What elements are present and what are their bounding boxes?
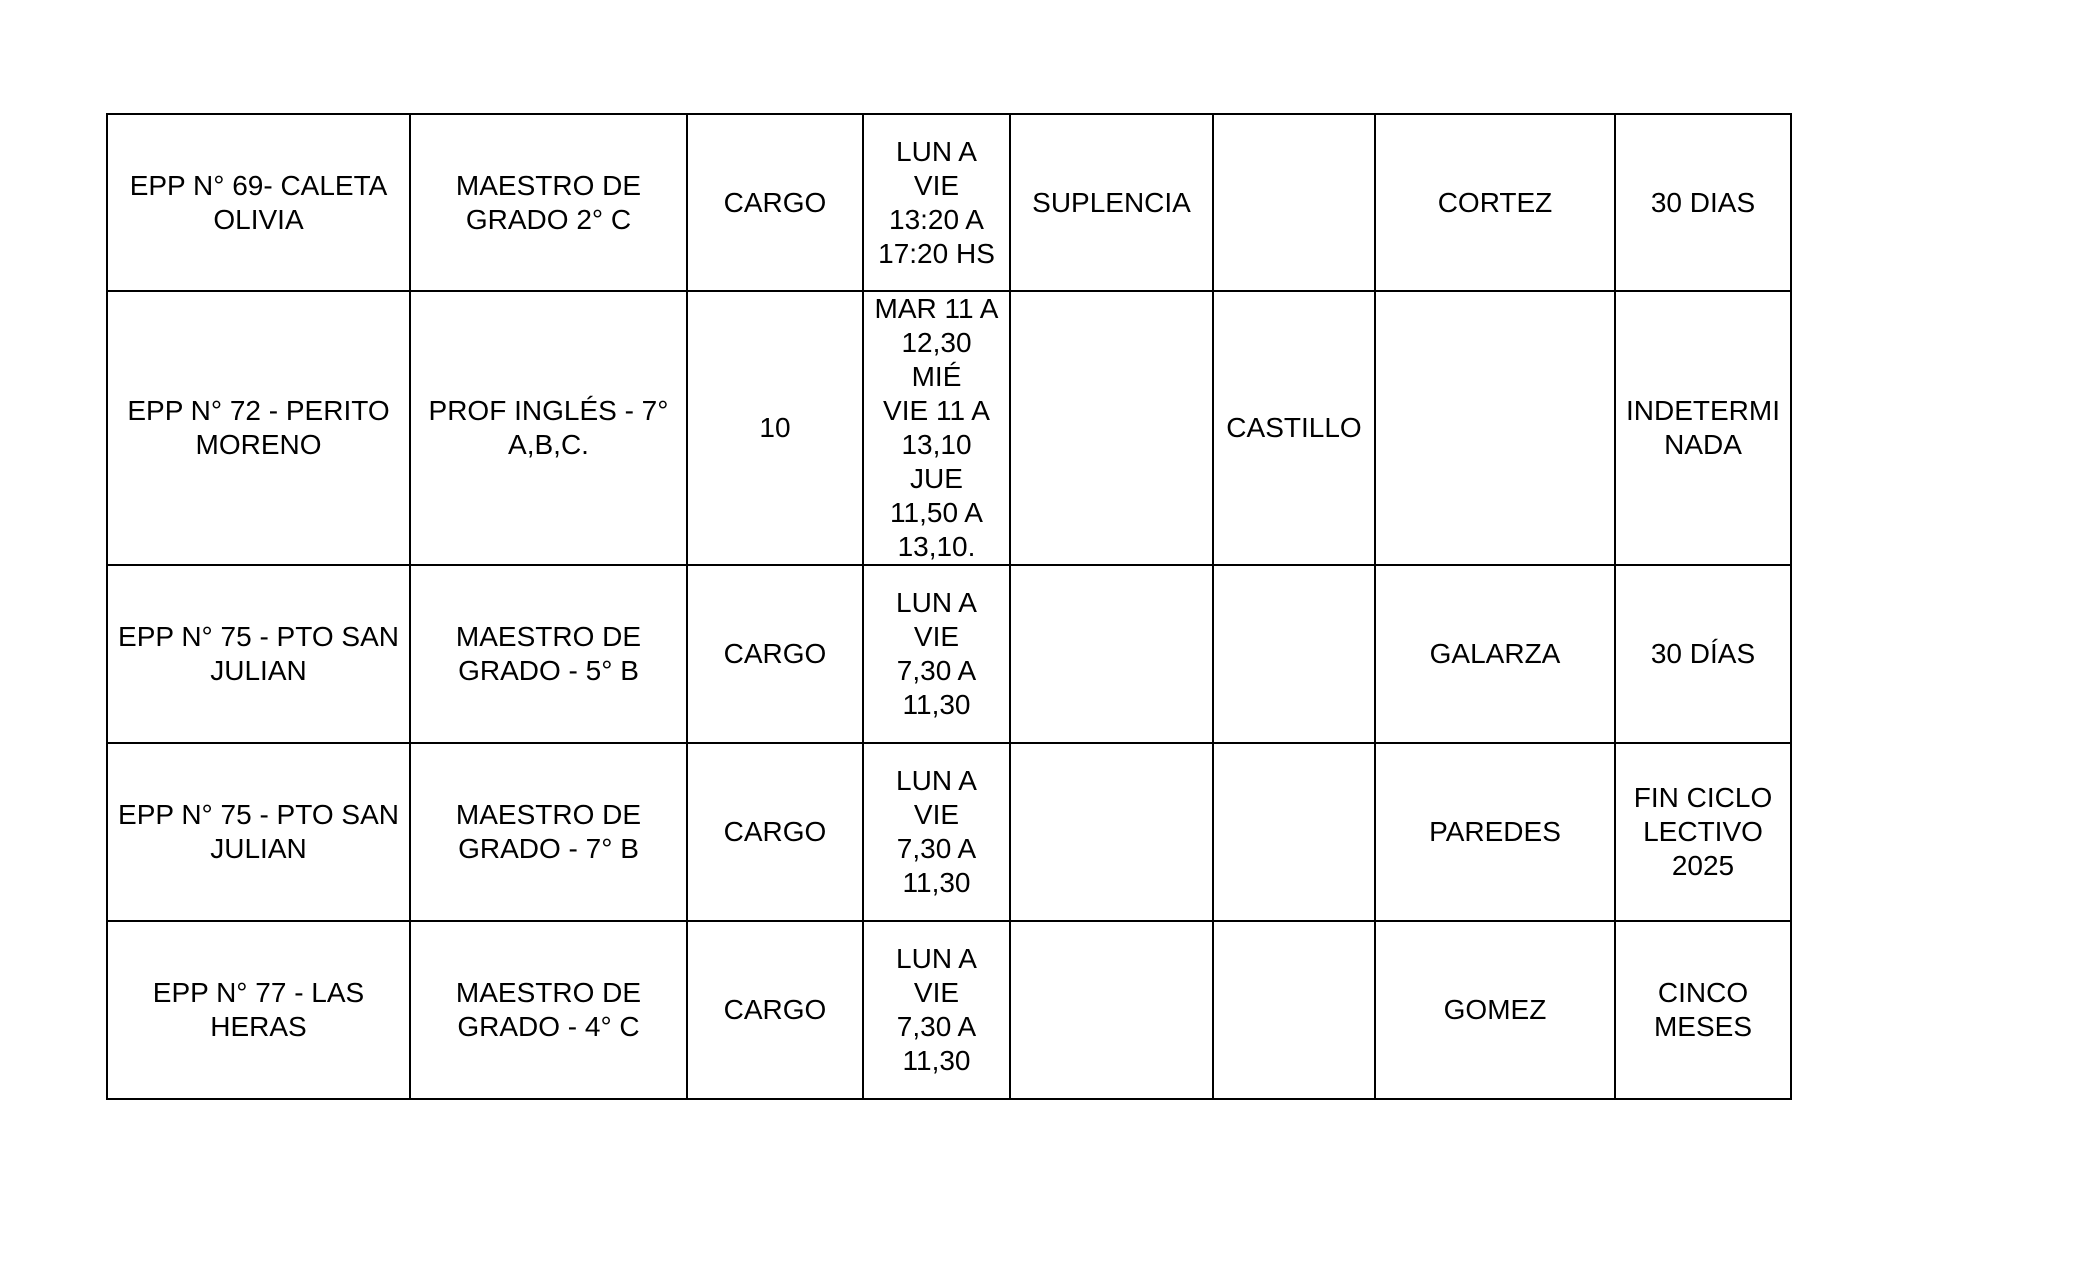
cell-position: MAESTRO DE GRADO 2° C [410, 114, 687, 291]
cell-school: EPP N° 77 - LAS HERAS [107, 921, 410, 1099]
cell-schedule: LUN A VIE 13:20 A 17:20 HS [863, 114, 1010, 291]
cell-duration: INDETERMI NADA [1615, 291, 1791, 565]
cell-position: MAESTRO DE GRADO - 4° C [410, 921, 687, 1099]
cell-name-b: GALARZA [1375, 565, 1615, 743]
cell-duration: 30 DIAS [1615, 114, 1791, 291]
cell-name-b [1375, 291, 1615, 565]
cell-name-a [1213, 921, 1375, 1099]
cell-name-a [1213, 114, 1375, 291]
table-body [107, 114, 1791, 1099]
cell-position: MAESTRO DE GRADO - 7° B [410, 743, 687, 921]
cell-situation [1010, 921, 1213, 1099]
table-row [107, 743, 1791, 921]
table-row [107, 114, 1791, 291]
cell-duration: FIN CICLO LECTIVO 2025 [1615, 743, 1791, 921]
cell-name-a: CASTILLO [1213, 291, 1375, 565]
cell-name-b: GOMEZ [1375, 921, 1615, 1099]
cell-situation: SUPLENCIA [1010, 114, 1213, 291]
cell-name-a [1213, 565, 1375, 743]
table-row [107, 565, 1791, 743]
cell-school: EPP N° 75 - PTO SAN JULIAN [107, 565, 410, 743]
cell-schedule: LUN A VIE 7,30 A 11,30 [863, 565, 1010, 743]
cell-schedule: LUN A VIE 7,30 A 11,30 [863, 921, 1010, 1099]
cell-duration: 30 DÍAS [1615, 565, 1791, 743]
cell-school: EPP N° 69- CALETA OLIVIA [107, 114, 410, 291]
cell-situation [1010, 565, 1213, 743]
cell-schedule: LUN A VIE 7,30 A 11,30 [863, 743, 1010, 921]
cell-type: 10 [687, 291, 863, 565]
cell-school: EPP N° 72 - PERITO MORENO [107, 291, 410, 565]
cell-type: CARGO [687, 921, 863, 1099]
cell-name-b: PAREDES [1375, 743, 1615, 921]
cell-school: EPP N° 75 - PTO SAN JULIAN [107, 743, 410, 921]
cell-type: CARGO [687, 114, 863, 291]
cell-situation [1010, 743, 1213, 921]
cell-name-a [1213, 743, 1375, 921]
cell-type: CARGO [687, 743, 863, 921]
cell-name-b: CORTEZ [1375, 114, 1615, 291]
cell-duration: CINCO MESES [1615, 921, 1791, 1099]
cell-position: MAESTRO DE GRADO - 5° B [410, 565, 687, 743]
cell-situation [1010, 291, 1213, 565]
table-row [107, 291, 1791, 565]
table-row [107, 921, 1791, 1099]
vacancy-table [106, 113, 1792, 1100]
cell-type: CARGO [687, 565, 863, 743]
cell-schedule: MAR 11 A 12,30 MIÉ VIE 11 A 13,10 JUE 11,50 A 13,10. [863, 291, 1010, 565]
cell-position: PROF INGLÉS - 7° A,B,C. [410, 291, 687, 565]
